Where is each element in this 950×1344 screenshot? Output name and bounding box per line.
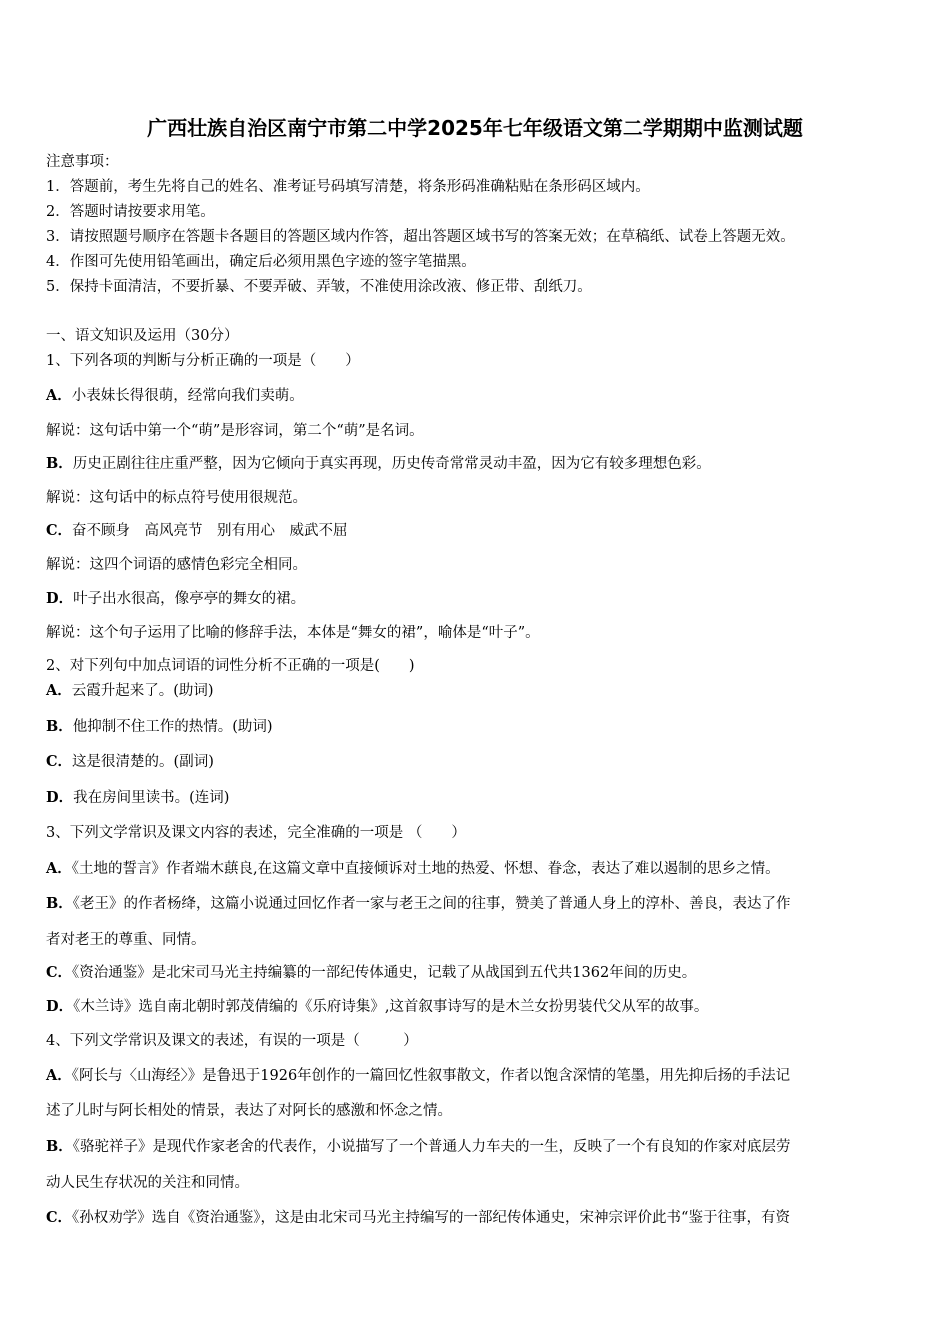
option-text: 《老王》的作者杨绛，这篇小说通过回忆作者一家与老王之间的往事，赞美了普通人身上的淳朴、善良，表达了作 — [72, 896, 791, 912]
option-b — [46, 454, 711, 474]
option-c — [46, 752, 214, 772]
option-label: A． — [46, 1067, 72, 1084]
notice-item: 1．答题前，考生先将自己的姓名、准考证号码填写清楚，将条形码准确粘贴在条形码区域内。 — [46, 179, 650, 195]
option-label: D． — [46, 998, 74, 1015]
option-explanation: 解说：这句话中的标点符号使用很规范。 — [46, 490, 307, 506]
option-label: B． — [46, 455, 73, 472]
option-d — [46, 997, 708, 1017]
question-stem: 1、下列各项的判断与分析正确的一项是（ ） — [46, 353, 360, 369]
option-d — [46, 589, 305, 609]
notice-item: 2．答题时请按要求用笔。 — [46, 204, 215, 220]
option-a — [46, 1066, 790, 1086]
option-label: D． — [46, 590, 74, 607]
option-label: B． — [46, 1138, 73, 1155]
option-label: B． — [46, 718, 73, 735]
option-a — [46, 681, 214, 701]
notice-item: 4．作图可先使用铅笔画出，确定后必须用黑色字迹的签字笔描黑。 — [46, 254, 476, 270]
option-c — [46, 963, 696, 983]
option-text: 《资治通鉴》是北宋司马光主持编纂的一部纪传体通史，记载了从战国到五代共1362年间的历史。 — [72, 965, 697, 981]
option-b — [46, 894, 791, 914]
option-label: A． — [46, 860, 72, 877]
option-label: C． — [46, 1209, 73, 1226]
option-label: A． — [46, 682, 72, 699]
option-continuation: 者对老王的尊重、同情。 — [46, 932, 206, 948]
notice-item: 5．保持卡面清洁，不要折暴、不要弄破、弄皱，不准使用涂改液、修正带、刮纸刀。 — [46, 279, 592, 295]
option-a — [46, 859, 780, 879]
option-text: 《孙权劝学》选自《资治通鉴》，这是由北宋司马光主持编写的一部纪传体通史，宋神宗评价此书“鉴于往事，有资 — [72, 1210, 790, 1226]
question-stem: 3、下列文学常识及课文内容的表述，完全准确的一项是 （ ） — [46, 825, 466, 841]
option-label: B． — [46, 895, 73, 912]
option-a — [46, 386, 304, 406]
option-b — [46, 717, 273, 737]
option-label: C． — [46, 753, 73, 770]
section-heading: 一、语文知识及运用（30分） — [46, 328, 239, 344]
option-text: 《阿长与〈山海经〉》是鲁迅于1926年创作的一篇回忆性叙事散文，作者以饱含深情的笔墨，用先抑后扬的手法记 — [71, 1068, 791, 1084]
option-text: 我在房间里读书。(连词) — [73, 790, 230, 806]
option-d — [46, 788, 229, 808]
option-text: 小表妹长得很萌，经常向我们卖萌。 — [71, 388, 304, 404]
option-c — [46, 521, 348, 541]
question-stem: 4、下列文学常识及课文的表述，有误的一项是（ ） — [46, 1033, 418, 1049]
option-text: 奋不顾身 高风亮节 别有用心 威武不屈 — [72, 523, 348, 539]
option-text: 《木兰诗》选自南北朝时郭茂倩编的《乐府诗集》,这首叙事诗写的是木兰女扮男装代父从军的故事。 — [73, 999, 709, 1015]
option-text: 云霞升起来了。(助词) — [71, 683, 214, 699]
option-label: D． — [46, 789, 74, 806]
option-explanation: 解说：这句话中第一个“萌”是形容词，第二个“萌”是名词。 — [46, 423, 424, 439]
option-text: 《土地的誓言》作者端木蕻良,在这篇文章中直接倾诉对土地的热爱、怀想、眷念，表达了难以遏制的思乡之情。 — [71, 861, 780, 877]
option-continuation: 述了儿时与阿长相处的情景，表达了对阿长的感激和怀念之情。 — [46, 1103, 452, 1119]
option-label: A． — [46, 387, 72, 404]
option-text: 他抑制不住工作的热情。(助词) — [72, 719, 273, 735]
option-text: 这是很清楚的。(副词) — [72, 754, 214, 770]
option-explanation: 解说：这四个词语的感情色彩完全相同。 — [46, 557, 307, 573]
option-label: C． — [46, 964, 73, 981]
option-text: 叶子出水很高，像亭亭的舞女的裙。 — [73, 591, 306, 607]
notice-heading: 注意事项： — [46, 154, 119, 170]
notice-item: 3．请按照题号顺序在答题卡各题目的答题区域内作答，超出答题区域书写的答案无效；在草稿纸、试卷上答题无效。 — [46, 229, 795, 245]
option-b — [46, 1137, 791, 1157]
question-stem: 2、对下列句中加点词语的词性分析不正确的一项是( ) — [46, 658, 415, 674]
option-text: 历史正剧往往庄重严整，因为它倾向于真实再现，历史传奇常常灵动丰盈，因为它有较多理想色彩。 — [72, 456, 711, 472]
option-label: C． — [46, 522, 73, 539]
option-continuation: 动人民生存状况的关注和同情。 — [46, 1175, 249, 1191]
option-c — [46, 1208, 790, 1228]
option-text: 《骆驼祥子》是现代作家老舍的代表作，小说描写了一个普通人力车夫的一生，反映了一个有良知的作家对底层劳 — [72, 1139, 791, 1155]
page-title: 广西壮族自治区南宁市第二中学2025年七年级语文第二学期期中监测试题 — [147, 116, 803, 140]
option-explanation: 解说：这个句子运用了比喻的修辞手法，本体是“舞女的裙”，喻体是“叶子”。 — [46, 625, 540, 641]
